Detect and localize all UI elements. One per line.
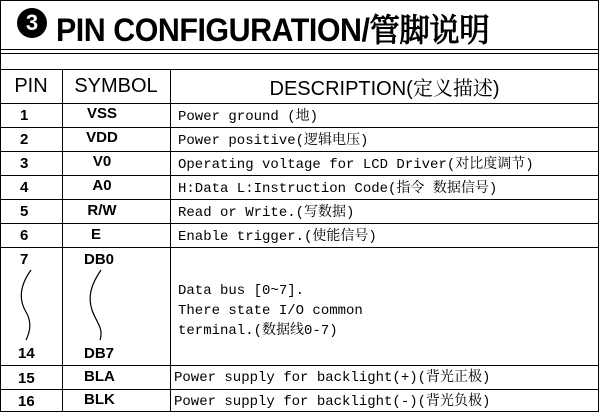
range-brace-icon (14, 268, 44, 342)
pin-symbol: VDD (86, 128, 118, 146)
divider (0, 69, 599, 70)
column-divider (170, 69, 171, 412)
section-title-text: PIN CONFIGURATION/管脚说明 (56, 12, 490, 48)
pin-symbol: E (90, 225, 101, 243)
pin-description: Operating voltage for LCD Driver(对比度调节) (178, 157, 534, 173)
pin-number: 5 (20, 202, 29, 220)
pin-description: Power supply for backlight(-)(背光负极) (174, 394, 491, 410)
pin-range-end: 14 (18, 344, 35, 362)
header-description: DESCRIPTION(定义描述) (269, 77, 500, 100)
pin-symbol: R/W (87, 201, 117, 219)
pin-number: 1 (20, 106, 29, 124)
pin-number: 16 (18, 392, 35, 410)
divider (0, 53, 599, 54)
pin-number: 15 (18, 369, 35, 387)
section-title (0, 0, 599, 50)
divider (0, 49, 599, 50)
symbol-range-start: DB0 (84, 250, 115, 268)
pin-range-start: 7 (20, 250, 29, 268)
section-number-badge: 3 (17, 8, 47, 38)
symbol-range-end: DB7 (84, 344, 115, 362)
header-symbol: SYMBOL (74, 74, 158, 97)
pin-description: Enable trigger.(使能信号) (178, 229, 377, 245)
pin-number: 6 (20, 226, 29, 244)
bus-description (178, 281, 363, 341)
pin-symbol: V0 (92, 152, 112, 170)
pin-number: 4 (20, 178, 29, 196)
pin-description: Power ground (地) (178, 109, 319, 125)
pin-symbol: BLK (84, 390, 115, 408)
pin-number: 3 (20, 154, 29, 172)
range-brace-icon (84, 268, 114, 342)
pin-description: Read or Write.(写数据) (178, 205, 355, 221)
bus-description-line: terminal.(数据线0-7) (178, 323, 338, 339)
pin-description: Power positive(逻辑电压) (178, 133, 369, 149)
header-pin: PIN (14, 74, 48, 97)
pin-symbol: BLA (84, 367, 115, 385)
pin-description: Power supply for backlight(+)(背光正极) (174, 370, 491, 386)
bus-description-line: There state I/O common (178, 303, 363, 319)
pin-symbol: VSS (86, 104, 117, 122)
pin-symbol: A0 (92, 176, 112, 194)
pin-number: 2 (20, 130, 29, 148)
bus-description-line: Data bus [0~7]. (178, 283, 305, 299)
pin-description: H:Data L:Instruction Code(指令 数据信号) (178, 181, 498, 197)
